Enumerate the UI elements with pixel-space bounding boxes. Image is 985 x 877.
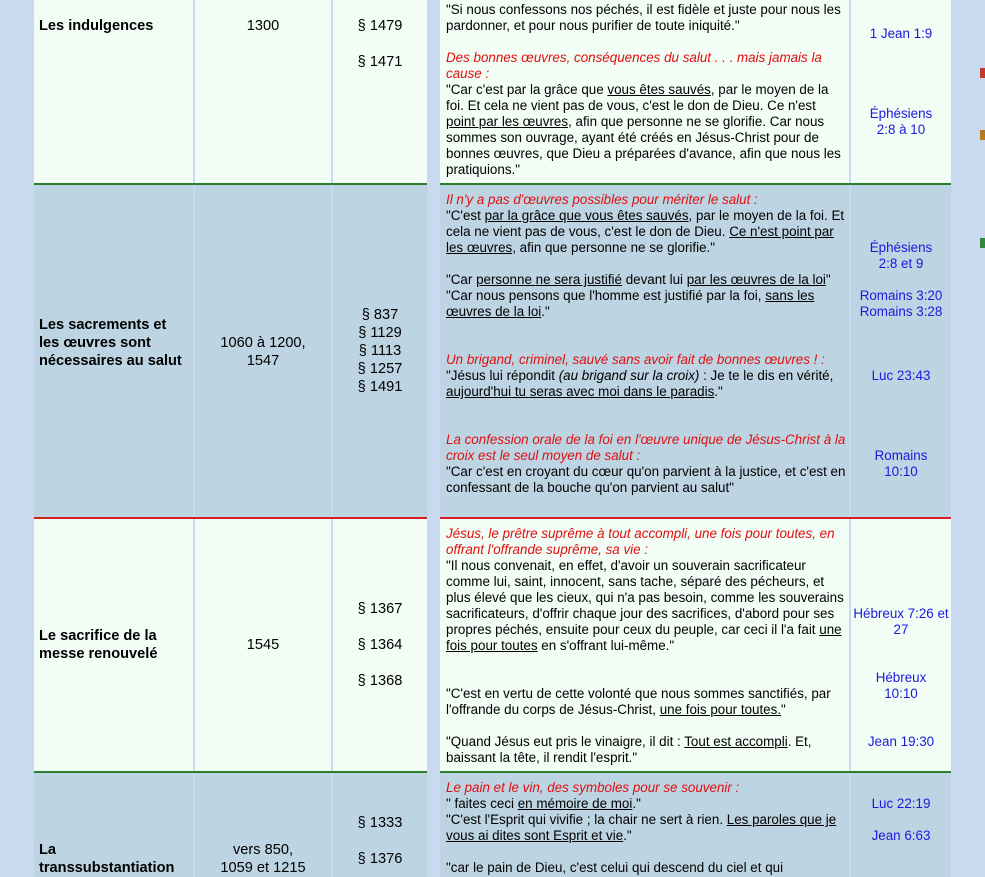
catechism-cell xyxy=(333,519,427,771)
catechism-ref: § 1479 xyxy=(357,18,403,34)
verse-text: "car le pain de Dieu, c'est celui qui descend du ciel et qui xyxy=(446,860,784,875)
reference-cell xyxy=(851,519,951,771)
topic-cell xyxy=(34,773,193,877)
bible-reference: Jean 6:63 xyxy=(871,828,931,843)
catechism-ref: § 1333 xyxy=(357,815,403,831)
verse-text: "Il nous convenait, en effet, d'avoir un souverain sacrificateur comme lui, saint, innocent, sans tache, séparé des pécheurs, et plus élevé que les cieux, qui n'a pas besoin, comme les souverains sacrificateurs, d'offrir chaque jour des sacrifices, d'abord pour ses propres péchés, ensuite pour ceux du peuple, car ceci il l'a fait une fois pour toutes en s'offrant lui-même." xyxy=(446,558,844,653)
verse-text: " faites ceci en mémoire de moi." xyxy=(446,796,641,811)
year-cell xyxy=(195,519,331,771)
year-cell xyxy=(195,0,331,184)
topic-cell xyxy=(34,0,193,184)
verse-text: "C'est par la grâce que vous êtes sauvés, par le moyen de la foi. Et cela ne vient pas de vous, c'est le don de Dieu. Ce n'est point par les œuvres, afin que personne ne se glorifie." xyxy=(446,208,845,255)
catechism-cell xyxy=(333,773,427,877)
bible-cell xyxy=(440,519,849,771)
table-row xyxy=(0,773,985,877)
bible-reference: Luc 22:19 xyxy=(871,796,931,811)
verse-text: "C'est en vertu de cette volonté que nous sommes sanctifiés, par l'offrande du corps de Jésus-Christ, une fois pour toutes." xyxy=(446,686,831,717)
reference-cell xyxy=(851,773,951,877)
verse-text: "Car nous pensons que l'homme est justifié par la foi, sans les œuvres de la loi." xyxy=(446,288,815,319)
section-heading: Le pain et le vin, des symboles pour se souvenir : xyxy=(446,780,740,795)
table-row xyxy=(0,0,985,184)
topic-label: Les indulgences xyxy=(39,18,154,34)
bible-cell xyxy=(440,773,849,877)
edge-decoration xyxy=(980,238,985,248)
catechism-ref: § 1257 xyxy=(357,361,403,377)
catechism-ref: § 1376 xyxy=(357,851,403,867)
verse-text: "Car c'est en croyant du cœur qu'on parvient à la justice, et c'est en confessant de la bouche qu'on parvient au salut" xyxy=(446,464,846,495)
section-heading: Jésus, le prêtre suprême à tout accompli, une fois pour toutes, en offrant l'offrande suprême, sa vie : xyxy=(446,526,835,557)
reference-cell xyxy=(851,0,951,184)
bible-reference: Romains 3:20 xyxy=(859,288,943,303)
verse-text: "Car c'est par la grâce que vous êtes sauvés, par le moyen de la foi. Et cela ne vient pas de vous, c'est le don de Dieu. Ce n'est point par les œuvres, afin que personne ne se glorifie. Car nous sommes son ouvrage, ayant été créés en Jésus-Christ pour de bonnes œuvres, que Dieu a préparées d'avance, afin que nous les pratiquions." xyxy=(446,82,841,177)
bible-reference: Jean 19:30 xyxy=(867,734,935,749)
catechism-ref: § 1491 xyxy=(357,379,403,395)
catechism-cell xyxy=(333,185,427,517)
verse-text: "Si nous confessons nos péchés, il est fidèle et juste pour nous les pardonner, et pour nous purifier de toute iniquité." xyxy=(446,2,841,33)
bible-reference: 1 Jean 1:9 xyxy=(869,26,933,41)
topic-label: Le sacrifice de la messe renouvelé xyxy=(39,628,158,662)
catechism-ref: § 1471 xyxy=(357,54,403,70)
section-heading: Il n'y a pas d'œuvres possibles pour mériter le salut : xyxy=(446,192,758,207)
catechism-ref: § 1368 xyxy=(357,673,403,689)
year-cell xyxy=(195,773,331,877)
topic-label: La transsubstantiation xyxy=(39,842,175,876)
edge-decoration xyxy=(980,68,985,78)
verse-text: "Quand Jésus eut pris le vinaigre, il dit : Tout est accompli. Et, baissant la tête, il rendit l'esprit." xyxy=(446,734,812,765)
year-cell xyxy=(195,185,331,517)
section-heading: La confession orale de la foi en l'œuvre unique de Jésus-Christ à la croix est le seul moyen de salut : xyxy=(446,432,846,463)
bible-reference: Éphésiens 2:8 à 10 xyxy=(869,106,933,137)
catechism-ref: § 1364 xyxy=(357,637,403,653)
bible-cell xyxy=(440,185,849,517)
table-row xyxy=(0,519,985,771)
verse-text: "Car personne ne sera justifié devant lui par les œuvres de la loi" xyxy=(446,272,831,287)
bible-reference: Hébreux 10:10 xyxy=(875,670,927,701)
topic-label: Les sacrements et les œuvres sont nécessaires au salut xyxy=(39,317,182,369)
bible-reference: Romains 10:10 xyxy=(874,448,928,479)
bible-reference: Éphésiens 2:8 et 9 xyxy=(869,240,933,271)
topic-cell xyxy=(34,185,193,517)
year-label: 1545 xyxy=(246,637,280,653)
catechism-cell xyxy=(333,0,427,184)
edge-decoration xyxy=(980,130,985,140)
year-label: vers 850, 1059 et 1215 xyxy=(220,842,306,876)
bible-cell xyxy=(440,0,849,184)
reference-cell xyxy=(851,185,951,517)
section-heading: Des bonnes œuvres, conséquences du salut . . . mais jamais la cause : xyxy=(446,50,822,81)
catechism-ref: § 1113 xyxy=(358,343,402,359)
topic-cell xyxy=(34,519,193,771)
catechism-ref: § 1129 xyxy=(358,325,402,341)
bible-reference: Hébreux 7:26 et 27 xyxy=(853,606,949,637)
table-row xyxy=(0,185,985,517)
year-label: 1060 à 1200, 1547 xyxy=(220,335,306,369)
verse-text: "C'est l'Esprit qui vivifie ; la chair ne sert à rien. Les paroles que je vous ai dites sont Esprit et vie." xyxy=(446,812,837,843)
bible-reference: Romains 3:28 xyxy=(859,304,943,319)
verse-text: "Jésus lui répondit (au brigand sur la croix) : Je te le dis en vérité, aujourd'hui tu seras avec moi dans le paradis." xyxy=(446,368,834,399)
bible-reference: Luc 23:43 xyxy=(871,368,931,383)
year-label: 1300 xyxy=(246,18,280,34)
catechism-ref: § 837 xyxy=(361,307,399,323)
catechism-ref: § 1367 xyxy=(357,601,403,617)
section-heading: Un brigand, criminel, sauvé sans avoir fait de bonnes œuvres ! : xyxy=(446,352,825,367)
